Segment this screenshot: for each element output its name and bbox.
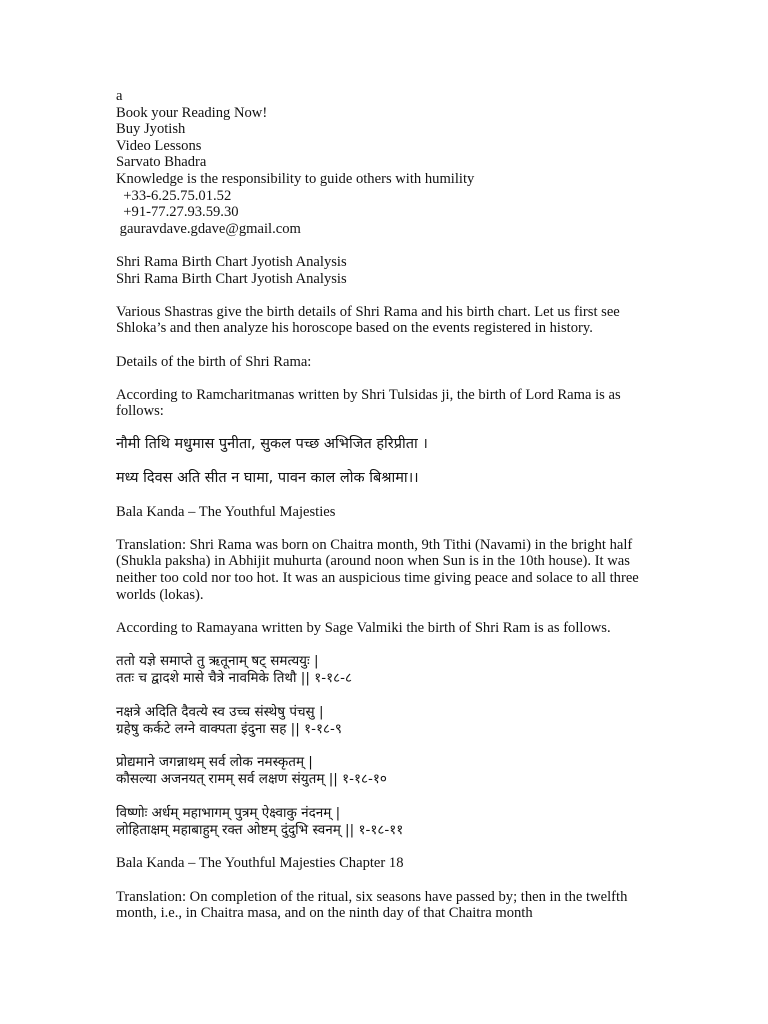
shloka-3-line2: कौसल्या अजनयत् रामम् सर्व लक्षण संयुतम् || १-१८-१० <box>116 771 387 788</box>
shloka-1-line1: ततो यज्ञे समाप्ते तु ऋतूनाम् षट् समत्ययुः | <box>116 653 319 669</box>
shloka-4-line1: विष्णोः अर्धम् महाभागम् पुत्रम् ऐक्ष्वाकु नंदनम् | <box>116 804 341 821</box>
header-block <box>116 88 656 237</box>
phone-india: +91-77.27.93.59.30 <box>116 204 239 221</box>
ramcharitmanas-intro: According to Ramcharitmanas written by Shri Tulsidas ji, the birth of Lord Rama is as follows: <box>116 386 621 420</box>
page-title: Shri Rama Birth Chart Jyotish Analysis <box>116 253 347 270</box>
details-heading: Details of the birth of Shri Rama: <box>116 353 312 370</box>
header-line: a <box>116 88 123 104</box>
buy-jyotish-link[interactable]: Buy Jyotish <box>116 121 186 138</box>
shloka-2-line2: ग्रहेषु कर्कटे लग्ने वाक्पता इंदुना सह || १-१८-९ <box>116 720 342 737</box>
sarvato-bhadra-link[interactable]: Sarvato Bhadra <box>116 154 207 171</box>
shloka-2-line1: नक्षत्रे अदिति दैवत्ये स्व उच्च संस्थेषु पंचसु | <box>116 703 324 720</box>
shloka-4-line2: लोहिताक्षम् महाबाहुम् रक्त ओष्टम् दुंदुभि स्वनम् || १-१८-११ <box>116 821 404 838</box>
translation-paragraph-1: Translation: Shri Rama was born on Chaitra month, 9th Tithi (Navami) in the bright half (Shukla paksha) in Abhijit muhurta (around noon when Sun is in the 10th house). It was neither too cold nor too hot. It was an auspicious time giving peace and solace to all three worlds (lokas). <box>116 536 639 603</box>
verse1-line1: नौमी तिथि मधुमास पुनीता, सुकल पच्छ अभिजित हरिप्रीता । <box>116 436 428 453</box>
phone-france: +33-6.25.75.01.52 <box>116 187 232 204</box>
bala-kanda-heading: Bala Kanda – The Youthful Majesties <box>116 503 336 520</box>
shloka-1-line2: ततः च द्वादशे मासे चैत्रे नावमिके तिथौ || १-१८-८ <box>116 670 353 686</box>
tagline: Knowledge is the responsibility to guide others with humility <box>116 170 475 187</box>
valmiki-intro: According to Ramayana written by Sage Valmiki the birth of Shri Ram is as follows. <box>116 619 611 636</box>
bala-kanda-chapter-heading: Bala Kanda – The Youthful Majesties Chapter 18 <box>116 855 404 872</box>
document-page <box>116 88 656 922</box>
verse1-line2: मध्य दिवस अति सीत न घामा, पावन काल लोक बिश्रामा।। <box>116 470 424 487</box>
intro-paragraph: Various Shastras give the birth details of Shri Rama and his birth chart. Let us first see Shloka’s and then analyze his horoscope based on the events registered in history. <box>116 303 620 337</box>
translation-paragraph-2: Translation: On completion of the ritual, six seasons have passed by; then in the twelfth month, i.e., in Chaitra masa, and on the ninth day of that Chaitra month <box>116 888 628 922</box>
video-lessons-link[interactable]: Video Lessons <box>116 137 202 154</box>
book-reading-link[interactable]: Book your Reading Now! <box>116 104 268 121</box>
email-address[interactable]: gauravdave.gdave@gmail.com <box>116 220 301 237</box>
shloka-3-line1: प्रोद्यमाने जगन्नाथम् सर्व लोक नमस्कृतम् | <box>116 754 313 771</box>
page-title-repeat: Shri Rama Birth Chart Jyotish Analysis <box>116 270 347 287</box>
